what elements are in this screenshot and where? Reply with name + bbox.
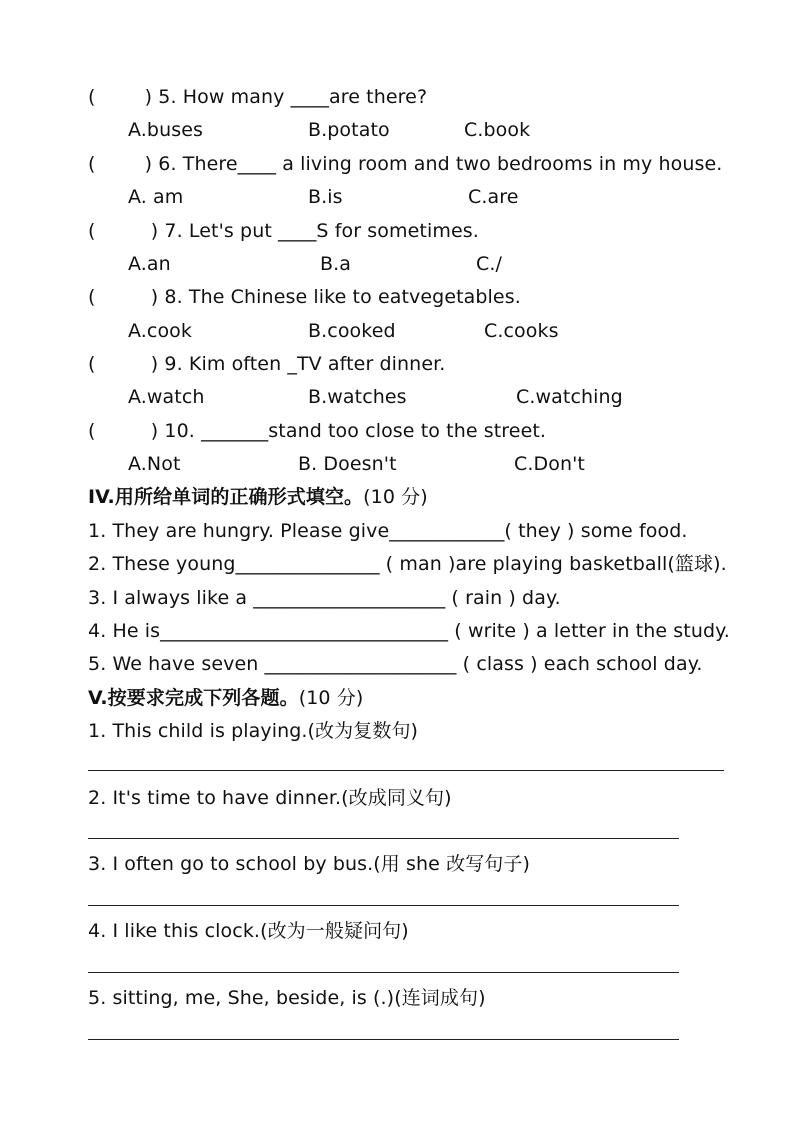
section-4-item-4: 4. He is______________________________ ( write ) a letter in the study. xyxy=(88,620,730,642)
question-6-option-a: A. am xyxy=(128,186,184,208)
section-4-title: IV.用所给单词的正确形式填空。 xyxy=(88,486,364,508)
section-5-item-2: 2. It's time to have dinner.(改成同义句) xyxy=(88,787,452,809)
section-4-item-2: 2. These young_______________ ( man )are playing basketball(篮球). xyxy=(88,553,727,575)
section-4-heading xyxy=(88,485,428,509)
answer-line-5 xyxy=(88,1039,679,1040)
section-5-heading xyxy=(88,686,363,710)
section-4-score: (10 分) xyxy=(363,486,428,508)
section-4-item-3: 3. I always like a ____________________ ( rain ) day. xyxy=(88,587,561,609)
question-8-option-b: B.cooked xyxy=(308,320,396,342)
section-5-title: V.按要求完成下列各题。 xyxy=(88,687,299,709)
question-8-option-a: A.cook xyxy=(128,320,193,342)
question-7-stem: ( ) 7. Let's put ____S for sometimes. xyxy=(88,220,479,242)
answer-line-2 xyxy=(88,838,679,839)
section-5-item-1: 1. This child is playing.(改为复数句) xyxy=(88,720,419,742)
question-9-option-a: A.watch xyxy=(128,386,205,408)
question-7-option-c: C./ xyxy=(476,253,503,275)
answer-line-3 xyxy=(88,905,679,906)
question-9-option-c: C.watching xyxy=(516,386,623,408)
question-10-option-a: A.Not xyxy=(128,453,181,475)
section-5-score: (10 分) xyxy=(298,687,364,709)
answer-line-4 xyxy=(88,972,679,973)
question-7-option-b: B.a xyxy=(320,253,352,275)
section-5-item-3: 3. I often go to school by bus.(用 she 改写句子) xyxy=(88,853,531,875)
question-9-option-b: B.watches xyxy=(308,386,407,408)
question-6-stem: ( ) 6. There____ a living room and two bedrooms in my house. xyxy=(88,153,723,175)
section-5-item-4: 4. I like this clock.(改为一般疑问句) xyxy=(88,920,409,942)
question-5-option-b: B.potato xyxy=(308,119,390,141)
question-8-stem: ( ) 8. The Chinese like to eatvegetables. xyxy=(88,286,521,308)
question-6-option-c: C.are xyxy=(468,186,519,208)
question-7-option-a: A.an xyxy=(128,253,171,275)
section-4-item-1: 1. They are hungry. Please give____________( they ) some food. xyxy=(88,520,688,542)
question-6-option-b: B.is xyxy=(308,186,343,208)
question-5-option-c: C.book xyxy=(464,119,531,141)
question-5-option-a: A.buses xyxy=(128,119,203,141)
question-10-option-c: C.Don't xyxy=(514,453,585,475)
question-10-stem: ( ) 10. _______stand too close to the street. xyxy=(88,420,547,442)
answer-line-1 xyxy=(88,770,724,771)
section-5-item-5: 5. sitting, me, She, beside, is (.)(连词成句) xyxy=(88,987,486,1009)
question-5-stem: ( ) 5. How many ____are there? xyxy=(88,86,428,108)
question-10-option-b: B. Doesn't xyxy=(298,453,397,475)
question-8-option-c: C.cooks xyxy=(484,320,559,342)
question-9-stem: ( ) 9. Kim often _TV after dinner. xyxy=(88,353,446,375)
section-4-item-5: 5. We have seven ____________________ ( class ) each school day. xyxy=(88,653,703,675)
